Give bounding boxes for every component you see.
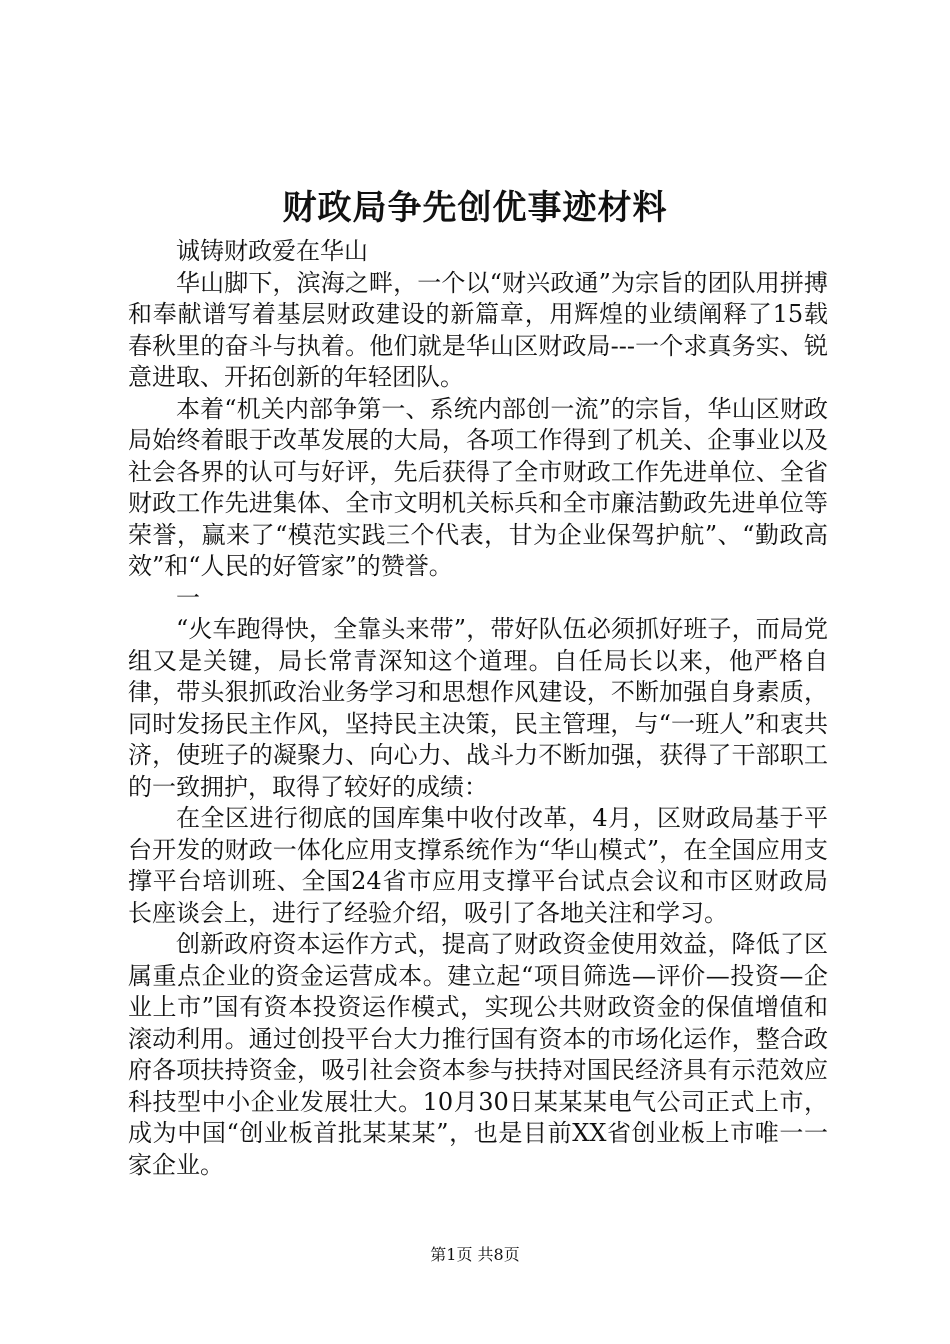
section-heading-one: 一 (176, 583, 200, 612)
document-title: 财政局争先创优事迹材料 (282, 188, 668, 228)
body-paragraph-leadership: “火车跑得快，全靠头来带”，带好队伍必须抓好班子，而局党组又是关键，局长常青深知这个道理。自任局长以来，他严格自律，带头狠抓政治业务学习和思想作风建设，不断加强自身素质，同时发扬民主作风，坚持民主决策，民主管理，与“一班人”和衷共济，使班子的凝聚力、向心力、战斗力不断加强，获得了干部职工的一致拥护，取得了较好的成绩： (128, 615, 828, 801)
body-paragraph-subtitle: 诚铸财政爱在华山 (176, 237, 368, 265)
document-body (128, 236, 828, 1181)
body-paragraph-treasury-reform: 在全区进行彻底的国库集中收付改革，4月，区财政局基于平台开发的财政一体化应用支撑系统作为“华山模式”，在全国应用支撑平台培训班、全国24省市应用支撑平台试点会议和市区财政局长座谈会上，进行了经验介绍，吸引了各地关注和学习。 (128, 804, 828, 927)
body-paragraph-capital-operation: 创新政府资本运作方式，提高了财政资金使用效益，降低了区属重点企业的资金运营成本。建立起“项目筛选—评价—投资—企业上市”国有资本投资运作模式，实现公共财政资金的保值增值和滚动利用。通过创投平台大力推行国有资本的市场化运作，整合政府各项扶持资金，吸引社会资本参与扶持对国民经济具有示范效应科技型中小企业发展壮大。10月30日某某某电气公司正式上市，成为中国“创业板首批某某某”，也是目前XX省创业板上市唯一一家企业。 (128, 930, 828, 1179)
body-paragraph-honors: 本着“机关内部争第一、系统内部创一流”的宗旨，华山区财政局始终着眼于改革发展的大局，各项工作得到了机关、企事业以及社会各界的认可与好评，先后获得了全市财政工作先进单位、全省财政工作先进集体、全市文明机关标兵和全市廉洁勤政先进单位等荣誉，赢来了“模范实践三个代表，甘为企业保驾护航”、“勤政高效”和“人民的好管家”的赞誉。 (128, 394, 828, 580)
body-paragraph-intro: 华山脚下，滨海之畔，一个以“财兴政通”为宗旨的团队用拼搏和奉献谱写着基层财政建设的新篇章，用辉煌的业绩阐释了15载春秋里的奋斗与执着。他们就是华山区财政局---一个求真务实、锐意进取、开拓创新的年轻团队。 (128, 268, 828, 391)
page-number-footer: 第1页 共8页 (430, 1245, 520, 1264)
